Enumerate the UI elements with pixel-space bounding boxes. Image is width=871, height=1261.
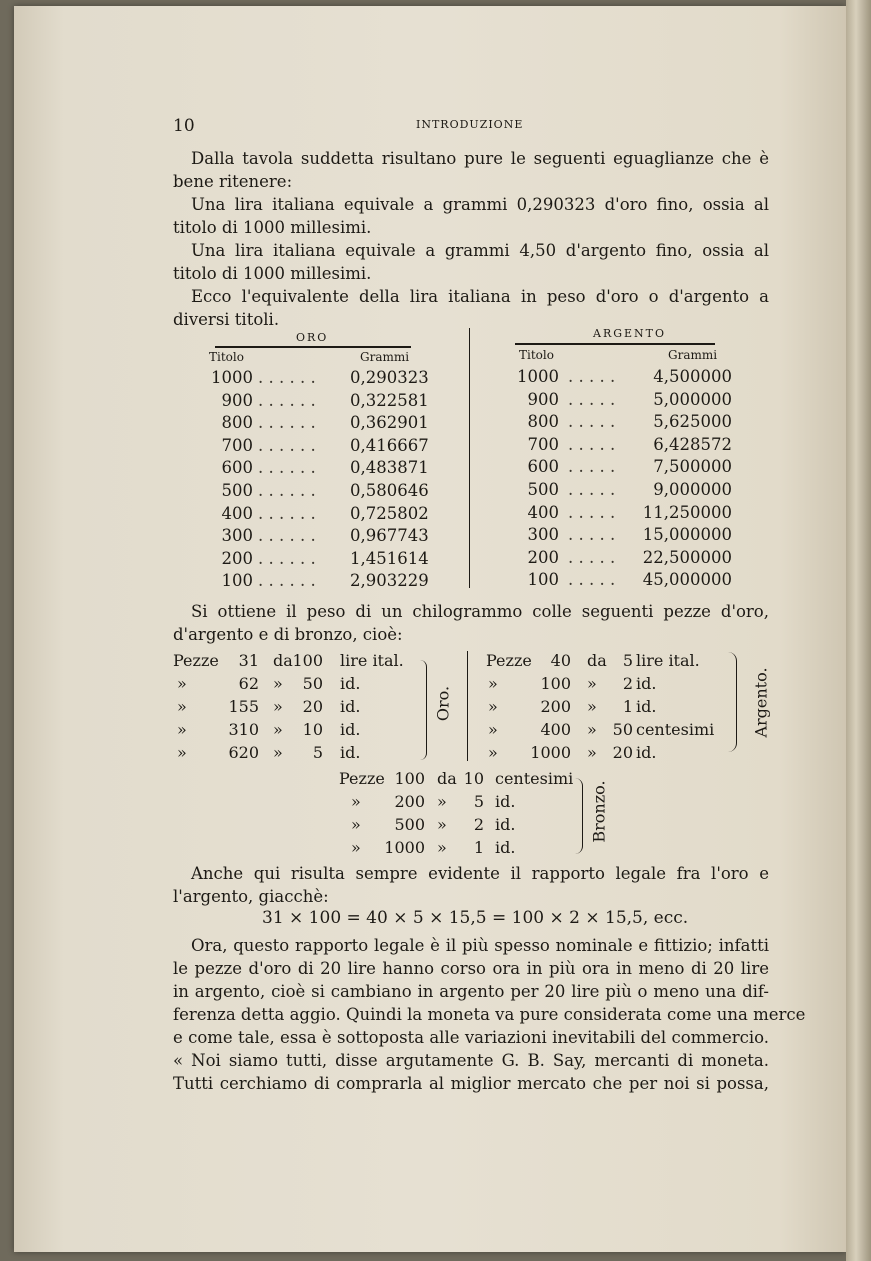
coin-row bbox=[339, 813, 579, 836]
paragraph-7-line: « Noi siamo tutti, disse argutamente G. B. Say, mercanti di moneta. bbox=[173, 1051, 769, 1070]
coin-cell-n: 1000 bbox=[530, 743, 571, 762]
coin-cell-v: 2 bbox=[473, 815, 484, 834]
oro-brace bbox=[420, 660, 427, 760]
paragraph-5: Si ottiene il peso di un chilogrammo colle seguenti pezze d'oro, d'argento e di bronzo, cioè: bbox=[173, 602, 769, 644]
coin-cell-n: 310 bbox=[228, 720, 259, 739]
oro-grammi-cell: 0,580646 bbox=[350, 480, 429, 500]
oro-titolo-cell: 700 bbox=[221, 435, 253, 455]
coin-cell-b: » bbox=[273, 697, 283, 716]
coin-cell-a: Pezze bbox=[339, 769, 385, 788]
coin-divider bbox=[467, 651, 468, 761]
coin-cell-b: » bbox=[437, 838, 447, 857]
coin-cell-v: 5 bbox=[622, 651, 633, 670]
leader-dots: . . . . . bbox=[568, 502, 616, 522]
oro-heading-rule bbox=[215, 346, 411, 348]
leader-dots: . . . . . . bbox=[258, 571, 316, 591]
coin-cell-v: 10 bbox=[302, 720, 323, 739]
coin-cell-b: » bbox=[273, 674, 283, 693]
oro-titolo-column bbox=[205, 367, 253, 593]
coin-cell-n: 155 bbox=[228, 697, 259, 716]
leader-dots: . . . . . bbox=[568, 367, 616, 386]
leader-dots: . . . . . bbox=[568, 412, 616, 432]
leader-dots: . . . . . . bbox=[258, 435, 316, 455]
oro-titolo-cell: 500 bbox=[221, 480, 253, 500]
coin-row bbox=[339, 790, 579, 813]
formula: 31 × 100 = 40 × 5 × 15,5 = 100 × 2 × 15,5, ecc. bbox=[262, 908, 689, 928]
arg-titolo-cell: 400 bbox=[527, 502, 559, 522]
arg-grammi-cell: 11,250000 bbox=[642, 502, 732, 522]
coin-cell-b: » bbox=[437, 792, 447, 811]
table-divider bbox=[469, 328, 470, 588]
leader-dots: . . . . . bbox=[568, 479, 616, 499]
coin-cell-a: » bbox=[177, 674, 187, 693]
oro-grammi-cell: 0,483871 bbox=[350, 458, 429, 478]
coin-cell-u: id. bbox=[340, 674, 361, 693]
oro-titolo-cell: 100 bbox=[221, 571, 253, 591]
oro-grammi-cell: 0,322581 bbox=[350, 390, 429, 410]
paragraph-1: Dalla tavola suddetta risultano pure le seguenti eguaglianze che è bene ritenere: bbox=[173, 149, 769, 191]
coin-cell-v: 20 bbox=[302, 697, 323, 716]
paragraph-4: Ecco l'equivalente della lira italiana in peso d'oro o d'argento a diversi titoli. bbox=[173, 287, 769, 329]
coin-cell-b: » bbox=[587, 743, 597, 762]
arg-titolo-cell: 300 bbox=[527, 525, 559, 545]
argento-brace bbox=[728, 652, 737, 752]
arg-grammi-cell: 22,500000 bbox=[642, 547, 732, 567]
leader-dots: . . . . . . bbox=[258, 413, 316, 433]
arg-titolo-cell: 700 bbox=[527, 434, 559, 454]
running-head: INTRODUZIONE bbox=[416, 118, 524, 131]
oro-grammi-cell: 0,967743 bbox=[350, 526, 429, 546]
arg-titolo-cell: 100 bbox=[527, 570, 559, 590]
coin-cell-a: » bbox=[351, 815, 361, 834]
coin-row bbox=[486, 672, 736, 695]
leader-dots: . . . . . bbox=[568, 547, 616, 567]
paragraph-3: Una lira italiana equivale a grammi 4,50 d'argento fino, ossia al titolo di 1000 millesimi. bbox=[173, 241, 769, 283]
oro-grammi-cell: 1,451614 bbox=[350, 548, 429, 568]
coin-cell-a: » bbox=[177, 720, 187, 739]
paragraph-7-line: ferenza detta aggio. Quindi la moneta va pure considerata come una merce bbox=[173, 1005, 806, 1024]
arg-grammi-cell: 4,500000 bbox=[653, 367, 732, 386]
coin-cell-b: » bbox=[587, 720, 597, 739]
coin-cell-b: » bbox=[587, 674, 597, 693]
bronzo-brace bbox=[575, 778, 583, 854]
coin-cell-u: centesimi bbox=[495, 769, 574, 788]
arg-grammi-cell: 7,500000 bbox=[653, 457, 732, 477]
oro-grammi-cell: 2,903229 bbox=[350, 571, 429, 591]
arg-grammi-cell: 6,428572 bbox=[653, 434, 732, 454]
paragraph-6: Anche qui risulta sempre evidente il rapporto legale fra l'oro e l'argento, giacchè: bbox=[173, 864, 769, 906]
coin-cell-v: 1 bbox=[622, 697, 633, 716]
coin-cell-u: id. bbox=[636, 674, 657, 693]
oro-grammi-column bbox=[350, 367, 429, 593]
coin-cell-v: 10 bbox=[463, 769, 484, 788]
oro-coins-list bbox=[173, 649, 433, 764]
coin-cell-u: id. bbox=[495, 815, 516, 834]
leader-dots: . . . . . . bbox=[258, 548, 316, 568]
coin-row bbox=[339, 767, 579, 790]
coin-cell-n: 200 bbox=[394, 792, 425, 811]
page-number: 10 bbox=[173, 116, 195, 136]
leader-dots: . . . . . bbox=[568, 457, 616, 477]
coin-cell-a: Pezze bbox=[486, 651, 532, 670]
argento-coins-list bbox=[486, 649, 736, 764]
coin-cell-n: 62 bbox=[238, 674, 259, 693]
coin-row bbox=[339, 836, 579, 859]
coin-cell-b: » bbox=[587, 697, 597, 716]
leader-dots: . . . . . bbox=[568, 434, 616, 454]
coin-cell-b: da bbox=[273, 651, 293, 670]
oro-titolo-cell: 800 bbox=[221, 413, 253, 433]
coin-row bbox=[486, 649, 736, 672]
arg-grammi-cell: 15,000000 bbox=[642, 525, 732, 545]
coin-cell-n: 200 bbox=[540, 697, 571, 716]
coin-cell-u: id. bbox=[340, 720, 361, 739]
coin-cell-a: » bbox=[488, 697, 498, 716]
bronzo-coins-list bbox=[339, 767, 579, 859]
leader-dots: . . . . . bbox=[568, 389, 616, 409]
arg-titolo-cell: 800 bbox=[527, 412, 559, 432]
coin-cell-n: 1000 bbox=[384, 838, 425, 857]
coin-row bbox=[486, 695, 736, 718]
paragraph-2: Una lira italiana equivale a grammi 0,290323 d'oro fino, ossia al titolo di 1000 millesimi. bbox=[173, 195, 769, 237]
coin-row bbox=[486, 741, 736, 764]
oro-titolo-cell: 900 bbox=[221, 390, 253, 410]
leader-dots: . . . . . . bbox=[258, 526, 316, 546]
coin-cell-n: 620 bbox=[228, 743, 259, 762]
coin-row bbox=[173, 741, 433, 764]
coin-cell-v: 1 bbox=[473, 838, 484, 857]
argento-heading-rule bbox=[515, 343, 715, 345]
coin-cell-a: Pezze bbox=[173, 651, 219, 670]
coin-cell-u: id. bbox=[340, 743, 361, 762]
coin-cell-v: 50 bbox=[612, 720, 633, 739]
argento-col-grammi: Grammi bbox=[668, 348, 718, 362]
coin-cell-u: centesimi bbox=[636, 720, 715, 739]
coin-cell-u: id. bbox=[495, 838, 516, 857]
coin-cell-b: da bbox=[587, 651, 607, 670]
arg-titolo-cell: 900 bbox=[527, 389, 559, 409]
coin-cell-u: id. bbox=[636, 697, 657, 716]
arg-grammi-cell: 45,000000 bbox=[642, 570, 732, 590]
coin-cell-a: » bbox=[177, 743, 187, 762]
oro-label: Oro. bbox=[433, 685, 453, 722]
paragraph-7-line: in argento, cioè si cambiano in argento per 20 lire più o meno una dif- bbox=[173, 982, 769, 1001]
coin-cell-n: 400 bbox=[540, 720, 571, 739]
oro-grammi-cell: 0,416667 bbox=[350, 435, 429, 455]
leader-dots: . . . . . . bbox=[258, 458, 316, 478]
paragraph-7-line: Ora, questo rapporto legale è il più spesso nominale e fittizio; infatti bbox=[191, 936, 769, 955]
coin-cell-n: 100 bbox=[394, 769, 425, 788]
oro-leader-dots bbox=[258, 367, 348, 593]
coin-row bbox=[173, 649, 433, 672]
coin-cell-v: 20 bbox=[612, 743, 633, 762]
oro-titolo-cell: 600 bbox=[221, 458, 253, 478]
oro-titolo-cell: 200 bbox=[221, 548, 253, 568]
oro-col-titolo: Titolo bbox=[209, 350, 244, 364]
bronzo-label: Bronzo. bbox=[589, 780, 609, 843]
coin-cell-n: 31 bbox=[238, 651, 259, 670]
coin-row bbox=[173, 718, 433, 741]
argento-table-heading: ARGENTO bbox=[593, 327, 667, 340]
coin-cell-u: id. bbox=[495, 792, 516, 811]
coin-row bbox=[173, 672, 433, 695]
coin-cell-a: » bbox=[488, 674, 498, 693]
coin-cell-u: id. bbox=[636, 743, 657, 762]
argento-label: Argento. bbox=[751, 667, 771, 738]
argento-leader-dots bbox=[568, 366, 643, 592]
coin-cell-v: 5 bbox=[312, 743, 323, 762]
coin-cell-b: » bbox=[273, 720, 283, 739]
arg-titolo-cell: 500 bbox=[527, 479, 559, 499]
coin-cell-b: da bbox=[437, 769, 457, 788]
coin-cell-b: » bbox=[437, 815, 447, 834]
coin-cell-n: 500 bbox=[394, 815, 425, 834]
coin-cell-b: » bbox=[273, 743, 283, 762]
next-page-edge bbox=[846, 0, 871, 1261]
arg-grammi-cell: 5,625000 bbox=[653, 412, 732, 432]
arg-titolo-cell: 1000 bbox=[517, 367, 559, 386]
coin-cell-a: » bbox=[351, 792, 361, 811]
arg-grammi-cell: 5,000000 bbox=[653, 389, 732, 409]
leader-dots: . . . . . . bbox=[258, 368, 316, 387]
coin-row bbox=[173, 695, 433, 718]
leader-dots: . . . . . bbox=[568, 525, 616, 545]
oro-titolo-cell: 300 bbox=[221, 526, 253, 546]
argento-grammi-column bbox=[640, 366, 732, 592]
oro-table-heading: ORO bbox=[296, 331, 329, 344]
coin-cell-a: » bbox=[488, 743, 498, 762]
oro-titolo-cell: 1000 bbox=[211, 368, 253, 387]
leader-dots: . . . . . . bbox=[258, 503, 316, 523]
coin-cell-a: » bbox=[351, 838, 361, 857]
coin-cell-u: lire ital. bbox=[340, 651, 404, 670]
leader-dots: . . . . . bbox=[568, 570, 616, 590]
oro-grammi-cell: 0,362901 bbox=[350, 413, 429, 433]
coin-cell-v: 100 bbox=[292, 651, 323, 670]
leader-dots: . . . . . . bbox=[258, 390, 316, 410]
coin-cell-u: lire ital. bbox=[636, 651, 700, 670]
argento-titolo-column bbox=[515, 366, 559, 592]
coin-cell-n: 40 bbox=[550, 651, 571, 670]
oro-titolo-cell: 400 bbox=[221, 503, 253, 523]
arg-titolo-cell: 600 bbox=[527, 457, 559, 477]
coin-cell-u: id. bbox=[340, 697, 361, 716]
coin-cell-a: » bbox=[177, 697, 187, 716]
leader-dots: . . . . . . bbox=[258, 480, 316, 500]
coin-row bbox=[486, 718, 736, 741]
argento-col-titolo: Titolo bbox=[519, 348, 554, 362]
oro-col-grammi: Grammi bbox=[360, 350, 410, 364]
paragraph-7-line: e come tale, essa è sottoposta alle variazioni inevitabili del commercio. bbox=[173, 1028, 769, 1047]
coin-cell-v: 50 bbox=[302, 674, 323, 693]
coin-cell-n: 100 bbox=[540, 674, 571, 693]
coin-cell-v: 2 bbox=[622, 674, 633, 693]
arg-titolo-cell: 200 bbox=[527, 547, 559, 567]
oro-grammi-cell: 0,725802 bbox=[350, 503, 429, 523]
paragraph-7-line: le pezze d'oro di 20 lire hanno corso ora in più ora in meno di 20 lire bbox=[173, 959, 769, 978]
coin-cell-v: 5 bbox=[473, 792, 484, 811]
paragraph-7-line: Tutti cerchiamo di comprarla al miglior mercato che per noi si possa, bbox=[173, 1074, 769, 1093]
arg-grammi-cell: 9,000000 bbox=[653, 479, 732, 499]
coin-cell-a: » bbox=[488, 720, 498, 739]
oro-grammi-cell: 0,290323 bbox=[350, 368, 429, 387]
